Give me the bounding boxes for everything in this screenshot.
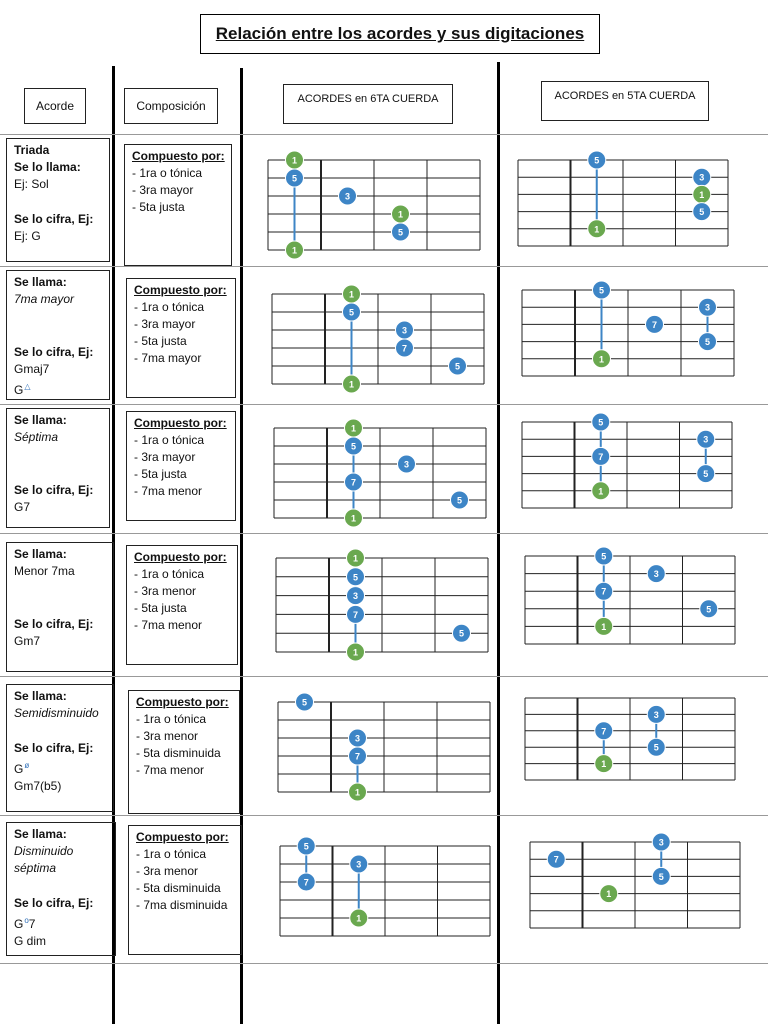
svg-text:5: 5	[352, 572, 359, 583]
svg-text:1: 1	[601, 759, 607, 770]
row-divider	[0, 533, 768, 534]
chord-name-cell	[6, 684, 114, 812]
composition-title: Compuesto por:	[136, 830, 229, 844]
svg-text:3: 3	[699, 172, 705, 183]
svg-text:1: 1	[348, 379, 355, 390]
fifth-string-fretboard	[522, 285, 734, 376]
interval-item: - 5ta justa	[134, 334, 187, 348]
svg-text:3: 3	[703, 434, 709, 445]
chord-name-line: Menor 7ma	[14, 564, 75, 578]
interval-item: - 5ta justa	[134, 601, 187, 615]
svg-text:7: 7	[601, 726, 607, 737]
composition-title: Compuesto por:	[134, 283, 227, 297]
chord-name-cell	[6, 270, 110, 400]
svg-text:3: 3	[401, 325, 408, 336]
note-marker	[595, 547, 613, 565]
note-marker	[697, 465, 715, 483]
fifth-string-fretboard	[518, 155, 728, 246]
root-note-marker	[593, 350, 611, 368]
note-marker	[547, 850, 565, 868]
svg-text:1: 1	[397, 209, 404, 220]
interval-item: - 7ma disminuida	[136, 898, 228, 912]
fifth-string-fretboard	[530, 837, 740, 928]
svg-text:1: 1	[598, 486, 604, 497]
chord-name-line: Ej: G	[14, 229, 41, 243]
chord-name-line: Gmaj7	[14, 362, 50, 376]
note-marker	[345, 437, 363, 455]
svg-text:1: 1	[354, 787, 361, 798]
note-marker	[592, 447, 610, 465]
note-marker	[652, 833, 670, 851]
svg-text:5: 5	[658, 871, 664, 882]
svg-text:5: 5	[291, 173, 298, 184]
note-marker	[647, 705, 665, 723]
root-note-marker	[592, 482, 610, 500]
note-marker	[286, 169, 304, 187]
note-marker	[347, 605, 365, 623]
fifth-string-fretboard	[525, 551, 735, 644]
root-note-marker	[349, 783, 367, 801]
note-marker	[595, 582, 613, 600]
composition-title: Compuesto por:	[136, 695, 229, 709]
chord-name-line: Se lo cifra, Ej:	[14, 345, 94, 359]
chord-symbol: o	[24, 916, 29, 925]
root-note-marker	[286, 241, 304, 259]
note-marker	[700, 600, 718, 618]
svg-text:5: 5	[458, 628, 465, 639]
interval-item: - 7ma mayor	[134, 351, 202, 365]
chord-name-line: Séptima	[14, 430, 59, 444]
sixth-string-fretboard	[272, 289, 484, 390]
chord-name-line: Disminuido	[14, 844, 74, 858]
chord-name-cell	[6, 542, 114, 672]
svg-text:5: 5	[301, 697, 308, 708]
interval-item: - 1ra o tónica	[132, 166, 203, 180]
svg-text:5: 5	[454, 361, 461, 372]
note-marker	[593, 281, 611, 299]
sixth-string-fretboard	[274, 423, 486, 524]
note-marker	[693, 203, 711, 221]
svg-text:7: 7	[601, 586, 607, 597]
spacer	[14, 877, 108, 895]
svg-text:1: 1	[291, 155, 298, 166]
note-marker	[588, 151, 606, 169]
note-marker	[396, 339, 414, 357]
note-marker	[647, 738, 665, 756]
chord-name-line: G dim	[14, 934, 47, 948]
note-marker	[392, 223, 410, 241]
svg-text:7: 7	[352, 609, 359, 620]
composition-title: Compuesto por:	[134, 550, 227, 564]
root-note-marker	[345, 419, 363, 437]
note-marker	[693, 168, 711, 186]
chord-symbol: △	[24, 382, 31, 391]
interval-item: - 5ta disminuida	[136, 881, 221, 895]
chord-symbol-suffix: 7	[28, 917, 36, 931]
svg-text:5: 5	[703, 469, 709, 480]
note-marker	[297, 873, 315, 891]
chord-name-line: Semidisminuido	[14, 706, 99, 720]
row-divider	[0, 404, 768, 405]
interval-item: - 1ra o tónica	[134, 567, 205, 581]
svg-text:7: 7	[598, 451, 604, 462]
note-marker	[646, 315, 664, 333]
root-note-marker	[286, 151, 304, 169]
chord-name-line: Se lo cifra, Ej:	[14, 483, 94, 497]
row-divider	[0, 815, 768, 816]
column-divider	[497, 62, 500, 1024]
svg-text:5: 5	[456, 495, 463, 506]
interval-item: - 1ra o tónica	[134, 433, 205, 447]
chord-symbol: ø	[24, 761, 30, 770]
svg-text:3: 3	[354, 733, 361, 744]
interval-item: - 1ra o tónica	[136, 712, 207, 726]
note-marker	[347, 568, 365, 586]
root-note-marker	[588, 220, 606, 238]
note-marker	[398, 455, 416, 473]
chord-name-line: 7ma mayor	[14, 292, 75, 306]
svg-text:7: 7	[553, 854, 559, 865]
svg-text:5: 5	[598, 417, 604, 428]
spacer	[14, 598, 106, 616]
chord-name-line: Se llama:	[14, 275, 67, 289]
svg-text:1: 1	[598, 354, 605, 365]
svg-text:5: 5	[303, 841, 309, 852]
svg-text:5: 5	[598, 285, 605, 296]
note-marker	[297, 837, 315, 855]
svg-text:7: 7	[303, 877, 309, 888]
svg-text:1: 1	[601, 621, 607, 632]
svg-text:1: 1	[350, 423, 357, 434]
chord-name-line: Se lo cifra, Ej:	[14, 617, 94, 631]
svg-text:3: 3	[344, 191, 351, 202]
svg-text:5: 5	[704, 337, 711, 348]
interval-item: - 3ra menor	[136, 729, 199, 743]
note-marker	[347, 587, 365, 605]
chord-name-line: G7	[14, 500, 31, 514]
root-note-marker	[347, 549, 365, 567]
root-note-marker	[350, 909, 368, 927]
interval-item: - 5ta justa	[134, 467, 187, 481]
interval-item: - 3ra menor	[136, 864, 199, 878]
composition-cell	[128, 825, 242, 955]
svg-text:1: 1	[594, 224, 600, 235]
note-marker	[647, 565, 665, 583]
fifth-string-fretboard	[525, 698, 735, 780]
note-marker	[296, 693, 314, 711]
note-marker	[349, 729, 367, 747]
note-marker	[350, 855, 368, 873]
chord-name-cell	[6, 822, 116, 956]
interval-item: - 3ra mayor	[132, 183, 194, 197]
svg-text:3: 3	[653, 569, 659, 580]
svg-text:5: 5	[653, 742, 659, 753]
chord-name-line: Se lo cifra, Ej:	[14, 212, 94, 226]
fifth-string-fretboard	[522, 417, 732, 508]
svg-text:3: 3	[403, 459, 410, 470]
note-marker	[345, 473, 363, 491]
interval-item: - 7ma menor	[136, 763, 205, 777]
interval-item: - 3ra mayor	[134, 450, 196, 464]
note-marker	[697, 430, 715, 448]
row-divider	[0, 963, 768, 964]
note-marker	[699, 333, 717, 351]
chord-name-line: Triada	[14, 143, 50, 157]
row-divider	[0, 134, 768, 135]
spacer	[14, 193, 102, 211]
note-marker	[349, 747, 367, 765]
interval-item: - 1ra o tónica	[134, 300, 205, 314]
chord-name-line: G△	[14, 382, 31, 397]
chord-name-line: Se llama:	[14, 413, 67, 427]
note-marker	[396, 321, 414, 339]
chord-name-line: Se lo llama:	[14, 160, 81, 174]
root-note-marker	[693, 185, 711, 203]
chord-name-line: Se llama:	[14, 547, 67, 561]
spacer	[14, 326, 102, 344]
root-note-marker	[343, 285, 361, 303]
note-marker	[453, 624, 471, 642]
sixth-string-fretboard	[268, 155, 480, 256]
chord-name-line: Se llama:	[14, 827, 67, 841]
sixth-string-fretboard	[280, 841, 490, 936]
root-note-marker	[343, 375, 361, 393]
chord-name-line: $G^o7$	[14, 916, 36, 931]
root-note-marker	[600, 885, 618, 903]
root-note-marker	[347, 643, 365, 661]
composition-cell	[126, 411, 236, 521]
interval-item: - 5ta justa	[132, 200, 185, 214]
chord-name-cell	[6, 408, 110, 528]
svg-text:5: 5	[699, 207, 705, 218]
sixth-string-fretboard	[278, 697, 490, 798]
root-note-marker	[392, 205, 410, 223]
svg-text:3: 3	[658, 837, 664, 848]
chord-name-cell	[6, 138, 110, 262]
svg-text:1: 1	[356, 913, 362, 924]
svg-text:1: 1	[699, 189, 705, 200]
chord-name-line: Se lo cifra, Ej:	[14, 741, 94, 755]
note-marker	[592, 413, 610, 431]
root-note-marker	[595, 617, 613, 635]
page-title: Relación entre los acordes y sus digitaciones	[200, 14, 600, 54]
note-marker	[699, 298, 717, 316]
svg-text:3: 3	[352, 591, 359, 602]
root-note-marker	[595, 755, 613, 773]
interval-item: - 7ma menor	[134, 618, 203, 632]
svg-text:1: 1	[348, 289, 355, 300]
interval-item: - 3ra mayor	[134, 317, 196, 331]
interval-item: - 1ra o tónica	[136, 847, 207, 861]
chord-name-line: $G^ø$	[14, 761, 30, 776]
spacer	[14, 580, 106, 598]
composition-cell	[124, 144, 232, 266]
svg-text:7: 7	[354, 751, 361, 762]
row-divider	[0, 266, 768, 267]
chord-name-line: Ej: Sol	[14, 177, 49, 191]
svg-text:1: 1	[606, 889, 612, 900]
spacer	[14, 446, 102, 464]
note-marker	[451, 491, 469, 509]
note-marker	[339, 187, 357, 205]
svg-text:1: 1	[291, 245, 298, 256]
svg-text:5: 5	[350, 441, 357, 452]
chord-name-line: Se llama:	[14, 689, 67, 703]
composition-cell	[128, 690, 240, 814]
spacer	[14, 308, 102, 326]
svg-text:5: 5	[348, 307, 355, 318]
chord-name-line: Gm7(b5)	[14, 779, 62, 793]
header-composicion: Composición	[124, 88, 218, 124]
svg-text:3: 3	[356, 859, 362, 870]
composition-title: Compuesto por:	[134, 416, 227, 430]
note-marker	[449, 357, 467, 375]
interval-item: - 3ra menor	[134, 584, 197, 598]
composition-title: Compuesto por:	[132, 149, 225, 163]
chord-name-line: Se lo cifra, Ej:	[14, 896, 94, 910]
svg-text:1: 1	[352, 647, 359, 658]
header-sixth-string: ACORDES en 6TA CUERDA	[283, 84, 453, 124]
composition-cell	[126, 278, 236, 398]
svg-text:5: 5	[397, 227, 404, 238]
svg-text:1: 1	[352, 553, 359, 564]
root-note-marker	[345, 509, 363, 527]
svg-text:1: 1	[350, 513, 357, 524]
interval-item: - 7ma menor	[134, 484, 203, 498]
note-marker	[652, 867, 670, 885]
note-marker	[595, 722, 613, 740]
svg-text:7: 7	[651, 319, 658, 330]
header-acorde: Acorde	[24, 88, 86, 124]
chord-name-line: Gm7	[14, 634, 41, 648]
composition-cell	[126, 545, 238, 665]
svg-text:7: 7	[401, 343, 408, 354]
chord-name-line: séptima	[14, 861, 57, 875]
svg-text:5: 5	[594, 155, 600, 166]
svg-text:3: 3	[704, 302, 711, 313]
spacer	[14, 722, 106, 740]
row-divider	[0, 676, 768, 677]
interval-item: - 5ta disminuida	[136, 746, 221, 760]
header-fifth-string: ACORDES en 5TA CUERDA	[541, 81, 709, 121]
svg-text:5: 5	[601, 551, 607, 562]
note-marker	[343, 303, 361, 321]
svg-text:7: 7	[350, 477, 357, 488]
sixth-string-fretboard	[276, 553, 488, 658]
spacer	[14, 464, 102, 482]
svg-text:5: 5	[706, 604, 712, 615]
svg-text:3: 3	[653, 709, 659, 720]
